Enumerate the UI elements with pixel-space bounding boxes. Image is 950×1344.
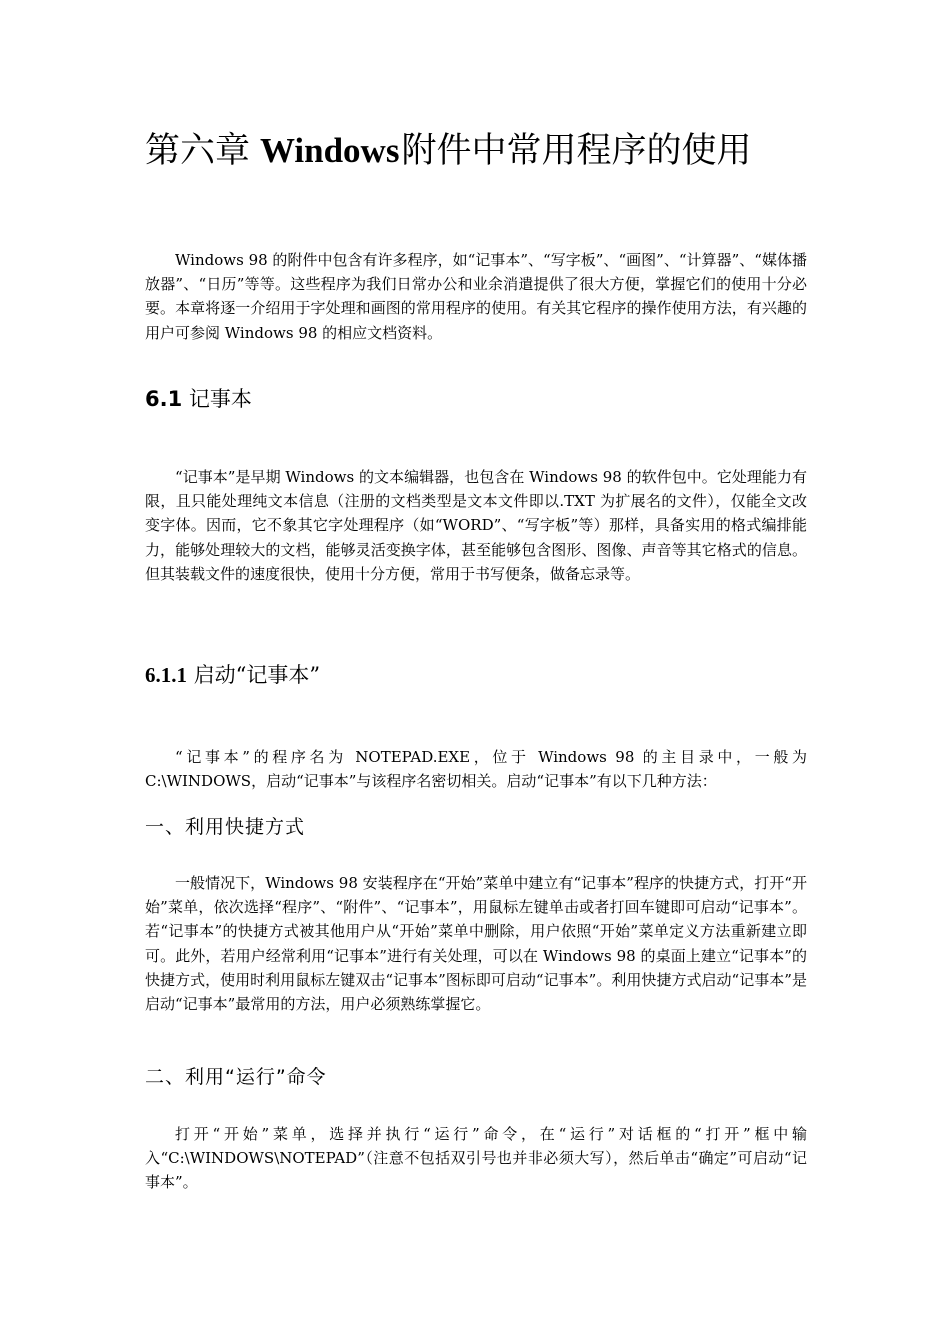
section-number-6-1-1: 6.1.1 <box>145 663 187 687</box>
chapter-title <box>145 128 751 174</box>
section-6-1-1-paragraph: “记事本”的程序名为 NOTEPAD.EXE，位于 Windows 98 的主目录中，一般为 C:\WINDOWS，启动“记事本”与该程序名密切相关。启动“记事本”有以下几种方法： <box>145 748 807 791</box>
section-6-1-paragraph: “记事本”是早期 Windows 的文本编辑器，也包含在 Windows 98 的软件包中。它处理能力有限，且只能处理纯文本信息（注册的文档类型是文本文件即以.TXT 为扩展名的文件），仅能全文改变字体。因而，它不象其它字处理程序（如“WORD”、“写字板”等）那样，具备实用的格式编排能力，能够处理较大的文档，能够灵活变换字体，甚至能够包含图形、图像、声音等其它格式的信息。但其装载文件的速度很快，使用十分方便，常用于书写便条，做备忘录等。 <box>145 468 807 583</box>
section-title-6-1-1: 启动“记事本” <box>193 663 321 687</box>
section-number-6-1: 6.1 <box>145 387 183 411</box>
method-1-heading: 一、利用快捷方式 <box>145 816 306 838</box>
chapter-number: 第六章 <box>145 131 251 171</box>
intro-paragraph: Windows 98 的附件中包含有许多程序，如“记事本”、“写字板”、“画图”、“计算器”、“媒体播放器”、“日历”等等。这些程序为我们日常办公和业余消遣提供了很大方便，掌握它们的使用十分必要。本章将逐一介绍用于字处理和画图的常用程序的使用。有关其它程序的操作使用方法，有兴趣的用户可参阅 Windows 98 的相应文档资料。 <box>145 251 807 342</box>
section-heading-6-1 <box>145 384 252 414</box>
section-title-6-1: 记事本 <box>188 387 252 411</box>
method-2-paragraph: 打开“开始”菜单，选择并执行“运行”命令，在“运行”对话框的“打开”框中输入“C:\WINDOWS\NOTEPAD”（注意不包括双引号也并非必须大写），然后单击“确定”可启动“记事本”。 <box>145 1125 807 1192</box>
chapter-title-text: 附件中常用程序的使用 <box>401 131 752 171</box>
section-heading-6-1-1 <box>145 660 320 690</box>
method-2-heading: 二、利用“运行”命令 <box>145 1066 327 1088</box>
chapter-title-windows: Windows <box>260 131 400 170</box>
method-1-paragraph: 一般情况下，Windows 98 安装程序在“开始”菜单中建立有“记事本”程序的快捷方式，打开“开始”菜单，依次选择“程序”、“附件”、“记事本”，用鼠标左键单击或者打回车键即可启动“记事本”。若“记事本”的快捷方式被其他用户从“开始”菜单中删除，用户依照“开始”菜单定义方法重新建立即可。此外，若用户经常利用“记事本”进行有关处理，可以在 Windows 98 的桌面上建立“记事本”的快捷方式，使用时利用鼠标左键双击“记事本”图标即可启动“记事本”。利用快捷方式启动“记事本”是启动“记事本”最常用的方法，用户必须熟练掌握它。 <box>145 874 807 1014</box>
